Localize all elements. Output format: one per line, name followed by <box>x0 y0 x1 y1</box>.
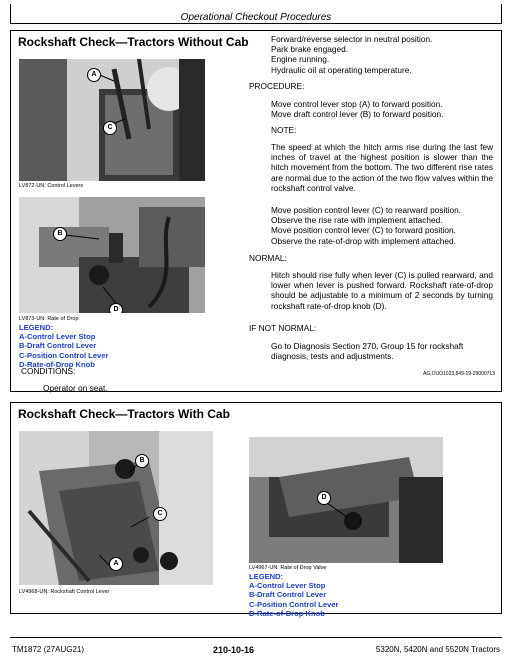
control-levers-photo <box>19 59 205 181</box>
photo-caption: LV872-UN: Control Levers <box>19 183 84 189</box>
normal-label: NORMAL: <box>249 253 287 263</box>
legend-title: LEGEND: <box>19 323 54 332</box>
section-title: Rockshaft Check—Tractors With Cab <box>18 407 230 421</box>
procedure-step: Move position control lever (C) to forward position. <box>271 225 456 236</box>
footer-doc-id: TM1872 (27AUG21) <box>12 645 85 654</box>
callout-c: C <box>103 121 117 135</box>
callout-d: D <box>109 303 123 313</box>
photo-caption: LV4967-UN: Rate of Drop Valve <box>249 565 327 571</box>
legend-item: B-Draft Control Lever <box>249 590 327 600</box>
if-not-normal-label: IF NOT NORMAL: <box>249 323 317 333</box>
callout-c: C <box>153 507 167 521</box>
section-without-cab <box>10 30 502 392</box>
condition-item: Forward/reverse selector in neutral position. <box>271 34 433 44</box>
legend-item: B-Draft Control Lever <box>19 341 97 351</box>
callout-d: D <box>317 491 331 505</box>
rate-of-drop-valve-photo <box>249 437 443 563</box>
callout-b: B <box>53 227 67 241</box>
section-with-cab <box>10 402 502 618</box>
condition-item: Park brake engaged. <box>271 44 349 55</box>
photo-caption: LV4968-UN: Rockshaft Control Lever <box>19 589 110 595</box>
footer-model: 5320N, 5420N and 5520N Tractors <box>375 645 500 654</box>
page-header <box>10 4 502 24</box>
legend-item: D-Rate-of-Drop Knob <box>249 608 325 618</box>
rockshaft-control-lever-photo <box>19 431 213 585</box>
rate-of-drop-valve-image <box>249 437 443 563</box>
photo-caption: LV873-UN: Rate of Drop <box>19 316 79 322</box>
legend-item: D-Rate-of-Drop Knob <box>19 359 95 369</box>
procedure-step: Observe the rise rate with implement attached. <box>271 215 443 226</box>
legend <box>19 323 199 369</box>
procedure-step: Move position control lever (C) to rearward position. <box>271 205 461 215</box>
procedure-step: Move control lever stop (A) to forward position. <box>271 99 443 109</box>
header-title: Operational Checkout Procedures <box>180 12 332 23</box>
callout-a: A <box>87 68 101 82</box>
legend-item: A-Control Lever Stop <box>19 332 96 342</box>
procedure-step: Observe the rate-of-drop with implement attached. <box>271 235 456 246</box>
note-text: The speed at which the hitch arms rise during the last few inches of travel at the highest position is slower than the hitch movement from the bottom. The two different rise rates are normal due to the action of the two flow valves within the rockshaft control valve. <box>271 142 493 193</box>
conditions-label: CONDITIONS: <box>21 366 76 376</box>
legend-item: A-Control Lever Stop <box>249 581 326 591</box>
rate-of-drop-image <box>19 197 205 313</box>
normal-text: Hitch should rise fully when lever (C) is pulled rearward, and lower when lever is pushed forward. Rockshaft rate-of-drop should be adjustable to a minimum of 2 seconds by turning rockshaft rate-of-drop knob (D). <box>271 270 493 311</box>
procedure-steps-2 <box>271 205 493 246</box>
legend-title: LEGEND: <box>249 572 284 581</box>
procedure-steps <box>271 99 493 119</box>
legend <box>249 572 429 618</box>
section-title: Rockshaft Check—Tractors Without Cab <box>18 35 249 49</box>
note-label: NOTE: <box>271 125 297 135</box>
rate-of-drop-photo <box>19 197 205 313</box>
callout-a: A <box>109 557 123 571</box>
condition-item: Engine running. <box>271 54 330 65</box>
callout-b: B <box>135 454 149 468</box>
legend-item: C-Position Control Lever <box>19 350 109 360</box>
footer-rule <box>10 637 502 638</box>
reference-code: AG,OUO1023,849-19-29000713 <box>423 371 495 377</box>
procedure-step: Move draft control lever (B) to forward position. <box>271 109 444 120</box>
if-not-normal-text: Go to Diagnosis Section 270, Group 15 for rockshaft diagnosis, tests and adjustments. <box>271 341 464 362</box>
procedure-label: PROCEDURE: <box>249 81 305 91</box>
legend-item: C-Position Control Lever <box>249 599 339 609</box>
condition-item: Hydraulic oil at operating temperature. <box>271 64 412 75</box>
control-levers-image <box>19 59 205 181</box>
condition-item: Operator on seat. <box>43 383 108 393</box>
footer-page-number: 210-10-16 <box>213 645 255 655</box>
conditions-list <box>271 34 493 75</box>
